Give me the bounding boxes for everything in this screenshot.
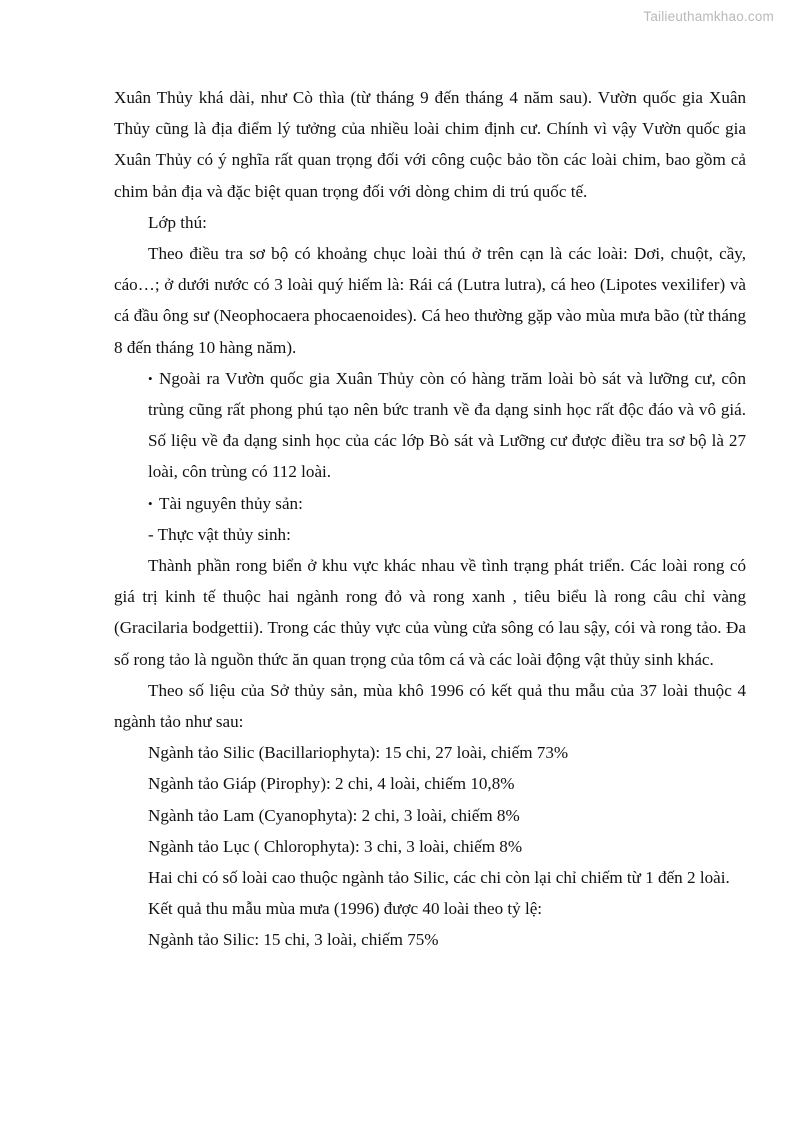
paragraph: Thành phần rong biển ở khu vực khác nhau về tình trạng phát triển. Các loài rong có giá trị kinh tế thuộc hai ngành rong đỏ và rong xanh , tiêu biểu là rong câu chỉ vàng (Gracilaria bodgettii). Trong các thủy vực của vùng cửa sông có lau sậy, cói và rong tảo. Đa số rong tảo là nguồn thức ăn quan trọng của tôm cá và các loài động vật thủy sinh khác. <box>114 556 746 669</box>
list-item: Ngành tảo Lục ( Chlorophyta): 3 chi, 3 loài, chiếm 8% <box>148 836 523 856</box>
heading-lop-thu: Lớp thú: <box>148 212 207 232</box>
bullet-icon: • <box>148 495 153 511</box>
paragraph: Theo điều tra sơ bộ có khoảng chục loài thú ở trên cạn là các loài: Dơi, chuột, cầy, cáo…; ở dưới nước có 3 loài quý hiếm là: Rái cá (Lutra lutra), cá heo (Lipotes vexilifer) và cá đầu ông sư (Neophocaera phocaenoides). Cá heo thường gặp vào mùa mưa bão (từ tháng 8 đến tháng 10 hàng năm). <box>114 244 746 357</box>
list-item: Ngành tảo Silic: 15 chi, 3 loài, chiếm 75% <box>148 930 439 950</box>
bullet-paragraph <box>114 363 746 488</box>
list-item: Ngành tảo Lam (Cyanophyta): 2 chi, 3 loài, chiếm 8% <box>148 805 520 825</box>
dash-item: - Thực vật thủy sinh: <box>148 524 291 544</box>
document-body <box>114 82 746 956</box>
list-item: Ngành tảo Silic (Bacillariophyta): 15 chi, 27 loài, chiếm 73% <box>148 743 569 763</box>
bullet-paragraph <box>114 488 746 519</box>
list-item: Kết quả thu mẫu mùa mưa (1996) được 40 loài theo tỷ lệ: <box>148 899 543 919</box>
paragraph: Xuân Thủy khá dài, như Cò thìa (từ tháng 9 đến tháng 4 năm sau). Vườn quốc gia Xuân Thủy cũng là địa điểm lý tưởng của nhiều loài chim định cư. Chính vì vậy Vườn quốc gia Xuân Thủy có ý nghĩa rất quan trọng đối với công cuộc bảo tồn các loài chim, bao gồm cả chim bản địa và đặc biệt quan trọng đối với dòng chim di trú quốc tế. <box>114 88 746 201</box>
paragraph: Theo số liệu của Sở thủy sản, mùa khô 1996 có kết quả thu mẫu của 37 loài thuộc 4 ngành tảo như sau: <box>114 680 746 732</box>
bullet-paragraph-text: Tài nguyên thủy sản: <box>159 493 303 513</box>
bullet-icon: • <box>148 370 153 386</box>
bullet-paragraph-text: Ngoài ra Vườn quốc gia Xuân Thủy còn có hàng trăm loài bò sát và lưỡng cư, côn trùng cũng rất phong phú tạo nên bức tranh về đa dạng sinh học rất độc đáo và vô giá. Số liệu về đa dạng sinh học của các lớp Bò sát và Lưỡng cư được điều tra sơ bộ là 27 loài, côn trùng có 112 loài. <box>148 368 746 482</box>
watermark-text: Tailieuthamkhao.com <box>643 9 774 24</box>
list-item: Ngành tảo Giáp (Pirophy): 2 chi, 4 loài, chiếm 10,8% <box>148 774 515 794</box>
paragraph: Hai chi có số loài cao thuộc ngành tảo Silic, các chi còn lại chỉ chiếm từ 1 đến 2 loài. <box>148 868 730 888</box>
